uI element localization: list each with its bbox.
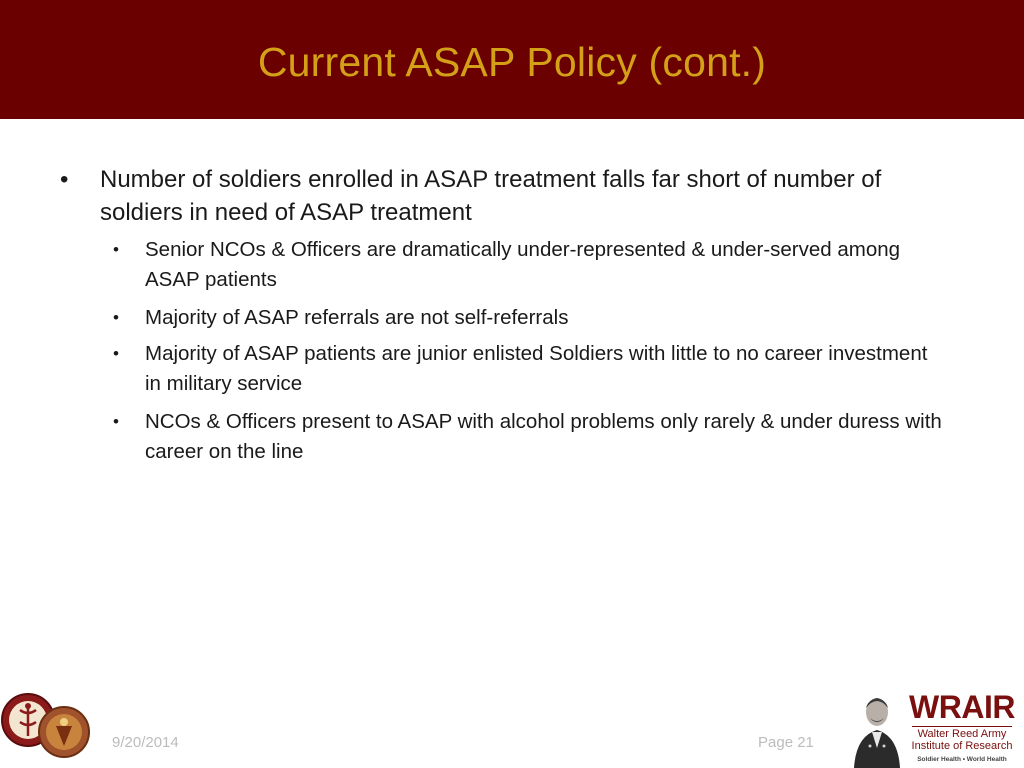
footer-date: 9/20/2014 <box>112 734 179 751</box>
wrair-tagline: Soldier Health • World Health <box>917 756 1007 763</box>
walter-reed-portrait <box>848 688 906 768</box>
sub-bullet-text: Senior NCOs & Officers are dramatically under-represented & under-served among ASAP patients <box>145 238 901 291</box>
wrair-divider <box>912 726 1012 727</box>
bullet-marker: • <box>113 240 119 259</box>
bullet-marker: • <box>60 166 69 193</box>
slide-title: Current ASAP Policy (cont.) <box>257 39 767 85</box>
bullet-marker: • <box>113 344 119 363</box>
wrair-line2: Institute of Research <box>911 740 1013 752</box>
bullet-marker: • <box>113 412 119 431</box>
sub-bullet-text: Majority of ASAP referrals are not self-referrals <box>145 306 569 329</box>
wrair-logo-title: WRAIR <box>909 689 1015 725</box>
wrair-logo-name <box>904 728 1020 752</box>
bullet-marker: • <box>113 308 119 327</box>
page-number: Page 21 <box>758 734 814 751</box>
wrair-line1: Walter Reed Army <box>917 728 1007 740</box>
wrair-logo <box>904 690 1020 768</box>
army-medical-seal-logos <box>0 688 100 768</box>
main-bullet-text: Number of soldiers enrolled in ASAP treatment falls far short of number of soldiers in need of ASAP treatment <box>100 166 882 226</box>
sub-bullet-text: Majority of ASAP patients are junior enlisted Soldiers with little to no career investment in military service <box>145 342 928 395</box>
sub-bullet-text: NCOs & Officers present to ASAP with alcohol problems only rarely & under duress with career on the line <box>145 410 942 463</box>
